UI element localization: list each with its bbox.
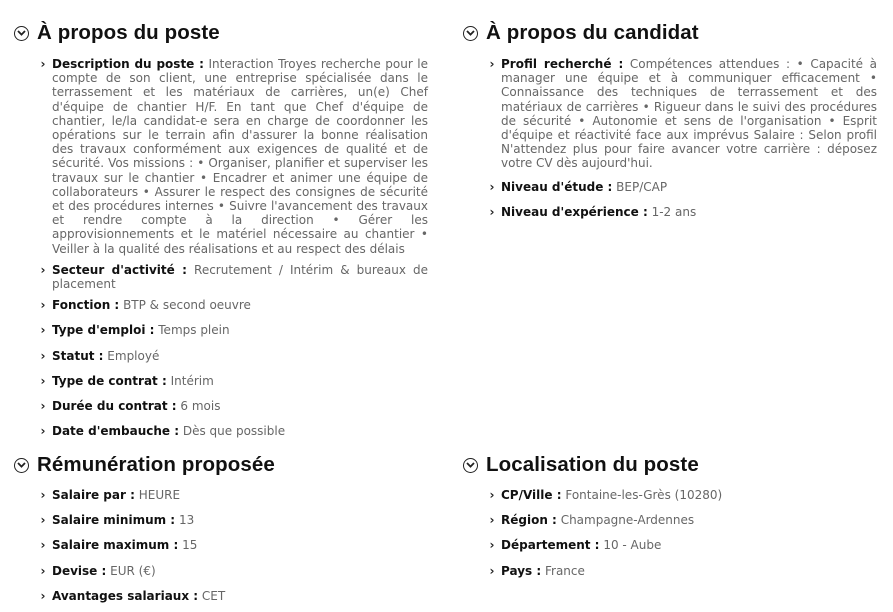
item-value: Dès que possible bbox=[182, 424, 286, 439]
item-value: EUR (€) bbox=[110, 563, 156, 578]
chevron-right-icon: › bbox=[489, 563, 495, 578]
item-label: Salaire maximum : bbox=[52, 538, 179, 553]
chevron-down-icon[interactable] bbox=[14, 458, 29, 473]
item-label: Fonction : bbox=[52, 298, 120, 313]
item-value: 6 mois bbox=[180, 399, 221, 414]
chevron-right-icon: › bbox=[489, 538, 495, 553]
list-item-pays bbox=[487, 564, 877, 578]
chevron-right-icon: › bbox=[40, 588, 46, 603]
chevron-right-icon: › bbox=[489, 57, 495, 71]
item-label: Niveau d'expérience : bbox=[501, 204, 648, 219]
item-value: 15 bbox=[182, 538, 198, 553]
section-poste bbox=[14, 20, 428, 438]
item-label: Niveau d'étude : bbox=[501, 179, 613, 194]
section-localisation bbox=[463, 452, 877, 578]
list-item-ville bbox=[487, 488, 877, 502]
item-label: Pays : bbox=[501, 563, 542, 578]
item-value: Fontaine-les-Grès (10280) bbox=[565, 488, 723, 502]
section-title: À propos du poste bbox=[37, 21, 220, 44]
item-label: Description du poste : bbox=[52, 57, 204, 71]
item-label: Date d'embauche : bbox=[52, 424, 180, 439]
item-value: CET bbox=[201, 588, 226, 603]
item-label: Salaire minimum : bbox=[52, 513, 176, 528]
list-item-statut bbox=[38, 349, 428, 363]
list-item-experience bbox=[487, 205, 877, 219]
section-header bbox=[14, 20, 428, 46]
section-header bbox=[14, 452, 428, 478]
item-label: Secteur d'activité : bbox=[52, 262, 187, 277]
chevron-right-icon: › bbox=[40, 563, 46, 578]
item-label: Devise : bbox=[52, 563, 107, 578]
item-value: BEP/CAP bbox=[616, 179, 668, 194]
chevron-right-icon: › bbox=[40, 488, 46, 502]
item-value: 10 - Aube bbox=[603, 538, 662, 553]
item-value: BTP & second oeuvre bbox=[123, 298, 251, 313]
chevron-down-icon[interactable] bbox=[463, 458, 478, 473]
list-item-departement bbox=[487, 538, 877, 552]
item-label: Département : bbox=[501, 538, 600, 553]
chevron-right-icon: › bbox=[489, 513, 495, 528]
item-label: CP/Ville : bbox=[501, 488, 562, 502]
chevron-right-icon: › bbox=[40, 373, 46, 388]
item-value: Compétences attendues : • Capacité à manager une équipe et à communiquer efficacement • Connaissance des techniques de terrassement et des matériaux de carrières • Rigueur dans le suivi des procédures de sécurité • Autonomie et sens de l'organisation • Esprit d'équipe et réactivité face aux imprévus Salaire : Selon profil N'attendez plus pour faire avancer votre carrière : déposez votre CV dès aujourd'hui. bbox=[501, 57, 877, 171]
chevron-right-icon: › bbox=[40, 298, 46, 313]
chevron-right-icon: › bbox=[40, 323, 46, 338]
item-label: Avantages salariaux : bbox=[52, 588, 199, 603]
item-value: Interaction Troyes recherche pour le compte de son client, une entreprise spécialisée dans le terrassement et les matériaux de carrières, un(e) Chef d'équipe de chantier H/F. En tant que Chef d'équipe de chantier, le/la candidat-e sera en charge de coordonner les opérations sur le terrain afin d'assurer la bonne réalisation des travaux conformément aux exigences de qualité et de sécurité. Vos missions : • Organiser, planifier et superviser les travaux sur le chantier • Encadrer et animer une équipe de collaborateurs • Assurer le respect des consignes de sécurité et des procédures internes • Suivre l'avancement des travaux et rendre compte à la direction • Gérer les approvisionnements et le matériel nécessaire au chantier • Veiller à la qualité des réalisations et au respect des délais bbox=[52, 57, 428, 256]
remuneration-list bbox=[38, 488, 428, 603]
list-item-type-emploi bbox=[38, 323, 428, 337]
chevron-right-icon: › bbox=[40, 399, 46, 414]
list-item-fonction bbox=[38, 298, 428, 312]
item-value: 1-2 ans bbox=[651, 204, 697, 219]
section-title: À propos du candidat bbox=[486, 21, 699, 44]
chevron-right-icon: › bbox=[40, 424, 46, 439]
chevron-right-icon: › bbox=[489, 179, 495, 194]
item-label: Région : bbox=[501, 513, 557, 528]
list-item-embauche bbox=[38, 424, 428, 438]
chevron-right-icon: › bbox=[40, 513, 46, 528]
list-item-devise bbox=[38, 564, 428, 578]
list-item-region bbox=[487, 513, 877, 527]
section-header bbox=[463, 20, 877, 46]
chevron-right-icon: › bbox=[489, 204, 495, 219]
list-item-etude bbox=[487, 180, 877, 194]
chevron-down-icon[interactable] bbox=[14, 26, 29, 41]
item-label: Type d'emploi : bbox=[52, 323, 155, 338]
item-value: Champagne-Ardennes bbox=[560, 513, 695, 528]
section-remuneration bbox=[14, 452, 428, 603]
chevron-right-icon: › bbox=[40, 348, 46, 363]
section-title: Rémunération proposée bbox=[37, 453, 275, 476]
item-label: Profil recherché : bbox=[501, 57, 624, 71]
item-value: Intérim bbox=[170, 373, 214, 388]
list-item-description bbox=[38, 57, 428, 256]
chevron-down-icon[interactable] bbox=[463, 26, 478, 41]
chevron-right-icon: › bbox=[40, 57, 46, 71]
list-item-secteur bbox=[38, 263, 428, 291]
list-item-type-contrat bbox=[38, 374, 428, 388]
list-item-profil bbox=[487, 57, 877, 171]
item-value: HEURE bbox=[138, 488, 181, 502]
poste-list bbox=[38, 57, 428, 438]
list-item-salaire-max bbox=[38, 538, 428, 552]
candidat-list bbox=[487, 57, 877, 219]
item-value: Employé bbox=[107, 348, 160, 363]
item-label: Salaire par : bbox=[52, 488, 135, 502]
section-title: Localisation du poste bbox=[486, 453, 699, 476]
item-value: Recrutement / Intérim & bureaux de placement bbox=[52, 262, 428, 292]
item-value: France bbox=[544, 563, 585, 578]
item-value: 13 bbox=[178, 513, 195, 528]
localisation-list bbox=[487, 488, 877, 578]
list-item-avantages bbox=[38, 589, 428, 603]
chevron-right-icon: › bbox=[40, 538, 46, 553]
item-label: Statut : bbox=[52, 348, 104, 363]
list-item-duree bbox=[38, 399, 428, 413]
section-candidat bbox=[463, 20, 877, 219]
list-item-salaire-min bbox=[38, 513, 428, 527]
item-label: Type de contrat : bbox=[52, 373, 167, 388]
section-header bbox=[463, 452, 877, 478]
chevron-right-icon: › bbox=[40, 262, 46, 277]
chevron-right-icon: › bbox=[489, 488, 495, 502]
list-item-salaire-par bbox=[38, 488, 428, 502]
item-value: Temps plein bbox=[158, 323, 230, 338]
item-label: Durée du contrat : bbox=[52, 399, 177, 414]
